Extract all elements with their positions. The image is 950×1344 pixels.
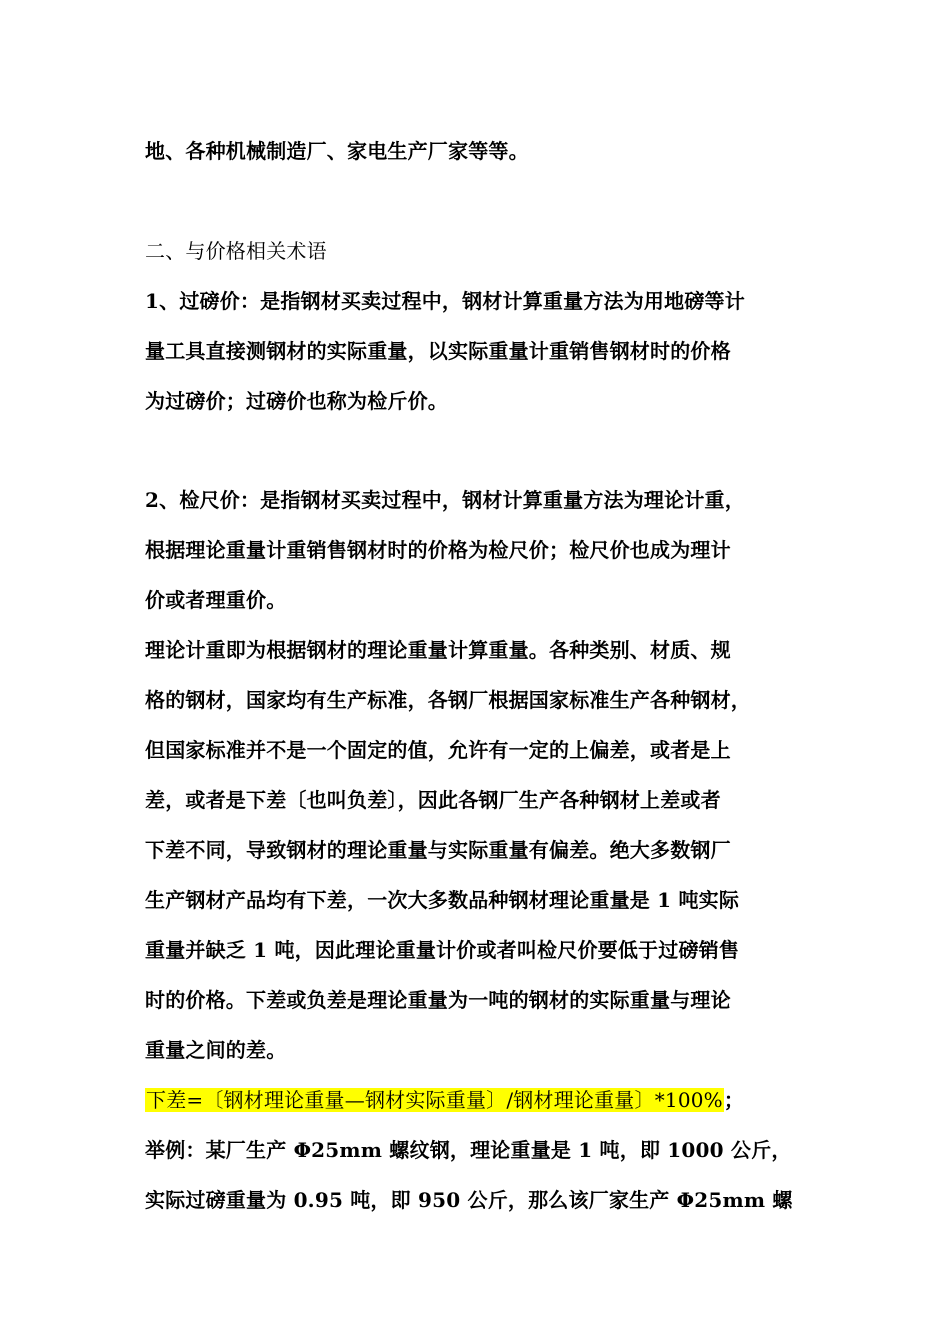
paragraph-line: 举例：某厂生产 Φ25mm 螺纹钢，理论重量是 1 吨，即 1000 公斤， (145, 1138, 792, 1162)
paragraph-line: 地、各种机械制造厂、家电生产厂家等等。 (145, 139, 529, 163)
paragraph-line: 价或者理重价。 (145, 588, 287, 612)
highlighted-formula: 下差=〔钢材理论重量—钢材实际重量〕/钢材理论重量〕*100% (146, 1088, 723, 1112)
paragraph-line: 根据理论重量计重销售钢材时的价格为检尺价；检尺价也成为理计 (145, 538, 731, 562)
paragraph-line: 格的钢材，国家均有生产标准，各钢厂根据国家标准生产各种钢材， (145, 688, 751, 712)
paragraph-line: 量工具直接测钢材的实际重量，以实际重量计重销售钢材时的价格 (145, 339, 731, 363)
paragraph-line: 下差不同，导致钢材的理论重量与实际重量有偏差。绝大多数钢厂 (145, 838, 731, 862)
paragraph-line: 时的价格。下差或负差是理论重量为一吨的钢材的实际重量与理论 (145, 988, 731, 1012)
paragraph-line: 生产钢材产品均有下差，一次大多数品种钢材理论重量是 1 吨实际 (145, 888, 740, 912)
formula-line (145, 1083, 845, 1117)
paragraph-line: 重量并缺乏 1 吨，因此理论重量计价或者叫检尺价要低于过磅销售 (145, 938, 740, 962)
paragraph-line: 但国家标准并不是一个固定的值，允许有一定的上偏差，或者是上 (145, 738, 731, 762)
paragraph-line: 理论计重即为根据钢材的理论重量计算重量。各种类别、材质、规 (145, 638, 731, 662)
paragraph-line: 2、检尺价：是指钢材买卖过程中，钢材计算重量方法为理论计重， (145, 488, 745, 512)
paragraph-line: 为过磅价；过磅价也称为检斤价。 (145, 389, 448, 413)
formula-suffix: ； (723, 1088, 745, 1112)
paragraph-line: 差，或者是下差〔也叫负差〕，因此各钢厂生产各种钢材上差或者 (145, 788, 721, 812)
section-heading: 二、与价格相关术语 (145, 239, 327, 263)
paragraph-line: 实际过磅重量为 0.95 吨，即 950 公斤，那么该厂家生产 Φ25mm 螺 (145, 1188, 793, 1212)
paragraph-line: 重量之间的差。 (145, 1038, 287, 1062)
paragraph-line: 1、过磅价：是指钢材买卖过程中，钢材计算重量方法为用地磅等计 (145, 289, 745, 313)
